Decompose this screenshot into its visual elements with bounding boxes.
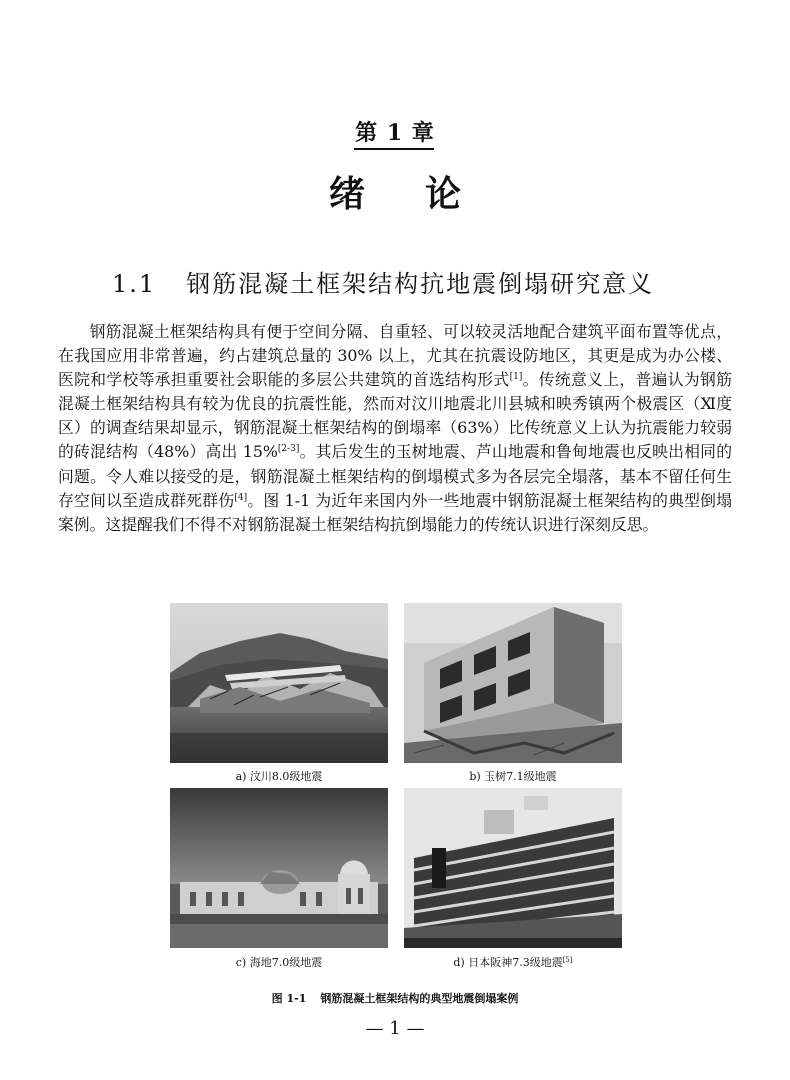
citation-3: [4] (234, 492, 248, 503)
citation-1: [1] (509, 372, 523, 383)
chapter-underline (354, 148, 434, 150)
paragraph-text-2: 。传统意义上，普遍认为钢筋混凝土框架结构具有较为优良的抗震性能，然而对汶川地震北川县城和映秀镇两个极震区（Ⅺ度区）的调查结果却显示，钢筋混凝土框架结构的倒塌率（63%）比传统意义上认为抗震能力较弱的砖混结构（48%）高出 15% (58, 370, 732, 462)
chapter-label: 第 1 章 (355, 120, 435, 146)
photo-wenchuan-collapse (170, 603, 388, 763)
chapter-title: 绪论 (328, 173, 521, 215)
photo-haiti-collapse (170, 788, 388, 948)
section-heading (112, 264, 654, 299)
photo-yushu-collapse (404, 603, 622, 763)
figure-number: 图 1-1 (271, 992, 307, 1005)
page-number: — 1 — (365, 1018, 425, 1039)
body-paragraph (58, 320, 732, 537)
paragraph-text-4: 。图 1-1 为近年来国内外一些地震中钢筋混凝土框架结构的典型倒塌案例。这提醒我们不得不对钢筋混凝土框架结构抗倒塌能力的传统认识进行深刻反思。 (58, 490, 732, 534)
section-number: 1.1 (112, 270, 157, 298)
subfigure-caption-a: a) 汶川8.0级地震 (235, 770, 323, 783)
subfigure-caption-c: c) 海地7.0级地震 (235, 956, 323, 969)
photo-kobe-collapse (404, 788, 622, 948)
section-title: 钢筋混凝土框架结构抗地震倒塌研究意义 (186, 270, 655, 298)
paragraph-text-3: 。其后发生的玉树地震、芦山地震和鲁甸地震也反映出相同的问题。令人难以接受的是，钢筋混凝土框架结构的倒塌模式多为各层完全塌落，基本不留任何生存空间以至造成群死群伤 (58, 442, 732, 510)
figure-caption (0, 990, 790, 1006)
citation-5: [5] (562, 956, 573, 964)
subfigure-caption-b: b) 玉树7.1级地震 (469, 770, 557, 783)
paragraph-text-1: 钢筋混凝土框架结构具有便于空间分隔、自重轻、可以较灵活地配合建筑平面布置等优点，在我国应用非常普遍，约占建筑总量的 30% 以上，尤其在抗震设防地区，其更是成为办公楼、医院和学校等承担重要社会职能的多层公共建筑的首选结构形式 (58, 322, 732, 390)
subfigure-caption-d: d) 日本阪神7.3级地震[5] (453, 956, 573, 969)
citation-2: [2-3] (277, 444, 300, 455)
figure-caption-text: 钢筋混凝土框架结构的典型地震倒塌案例 (320, 992, 519, 1005)
